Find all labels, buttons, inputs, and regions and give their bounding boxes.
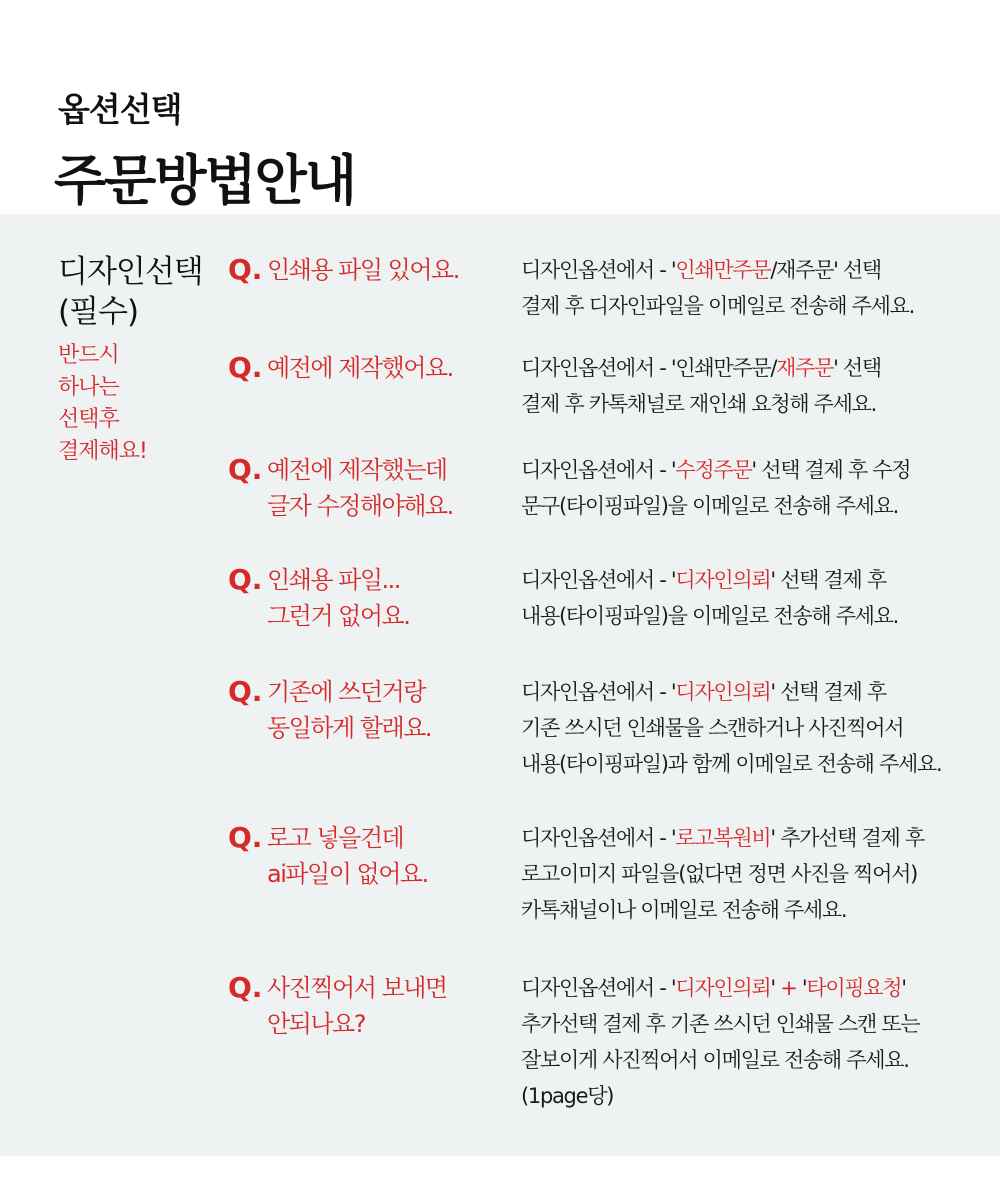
sidebar-title [58, 252, 203, 332]
highlighted-option: 디자인의뢰 [675, 568, 771, 592]
highlighted-option: + [780, 976, 797, 1000]
header [0, 0, 1000, 214]
question-mark: Q. [228, 675, 263, 708]
answer-segment: 디자인옵션에서 - ' [521, 258, 676, 282]
sidebar-title-required: (필수) [58, 294, 139, 330]
question-text: 인쇄용 파일 있어요. [267, 256, 459, 284]
question-mark: Q. [228, 563, 263, 596]
answer-line [521, 452, 991, 488]
page-title: 주문방법안내 [54, 149, 355, 212]
answer-segment: 디자인옵션에서 - ' [521, 458, 676, 482]
answer-line [521, 856, 991, 892]
question-mark: Q. [228, 971, 263, 1004]
question-mark: Q. [228, 453, 263, 486]
answer-segment: 내용(타이핑파일)과 함께 이메일로 전송해 주세요. [521, 752, 942, 776]
answer-segment: 기존 쓰시던 인쇄물을 스캔하거나 사진찍어서 [521, 716, 904, 740]
page-subtitle: 옵션선택 [58, 90, 182, 129]
question-text: 사진찍어서 보내면 안되나요? [267, 974, 447, 1038]
sidebar-note-line: 반드시 [58, 343, 119, 368]
answer-segment: ' 선택 결제 후 [770, 680, 886, 704]
answer-line [521, 562, 991, 598]
answer-text [521, 674, 991, 782]
question-text: 로고 넣을건데 ai파일이 없어요. [267, 824, 428, 888]
sidebar-note-line: 하나는 [58, 375, 119, 400]
question-text: 예전에 제작했어요. [267, 354, 453, 382]
answer-segment: 추가선택 결제 후 기존 쓰시던 인쇄물 스캔 또는 [521, 1012, 920, 1036]
answer-line [521, 252, 991, 288]
answer-line [521, 970, 991, 1006]
answer-segment: (1page당) [521, 1084, 614, 1108]
highlighted-option: 디자인의뢰 [675, 680, 771, 704]
highlighted-option: 디자인의뢰 [675, 976, 771, 1000]
answer-line [521, 488, 991, 524]
answer-segment: /재주문' 선택 [770, 258, 881, 282]
question-mark: Q. [228, 253, 263, 286]
answer-line [521, 1042, 991, 1078]
answer-segment: 내용(타이핑파일)을 이메일로 전송해 주세요. [521, 604, 899, 628]
highlighted-option: 로고복원비 [675, 826, 771, 850]
sidebar-title-main: 디자인선택 [58, 254, 203, 290]
highlighted-option: 수정주문 [675, 458, 752, 482]
answer-segment: 디자인옵션에서 - '인쇄만주문/ [521, 356, 777, 380]
question-mark: Q. [228, 821, 263, 854]
sidebar-note [58, 340, 147, 468]
question-text: 예전에 제작했는데 글자 수정해야해요. [267, 456, 453, 520]
sidebar-note-line: 결제해요! [58, 439, 147, 464]
answer-line [521, 892, 991, 928]
answer-segment: ' 추가선택 결제 후 [770, 826, 924, 850]
answer-line [521, 386, 991, 422]
answer-line [521, 746, 991, 782]
answer-text [521, 820, 991, 928]
highlighted-option: 타이핑요청 [806, 976, 902, 1000]
question-mark: Q. [228, 351, 263, 384]
answer-segment: 디자인옵션에서 - ' [521, 976, 676, 1000]
answer-line [521, 350, 991, 386]
answer-line [521, 598, 991, 634]
highlighted-option: 재주문 [776, 356, 834, 380]
answer-text [521, 562, 991, 634]
answer-segment: 디자인옵션에서 - ' [521, 680, 676, 704]
answer-segment: 문구(타이핑파일)을 이메일로 전송해 주세요. [521, 494, 899, 518]
answer-text [521, 452, 991, 524]
answer-segment: 잘보이게 사진찍어서 이메일로 전송해 주세요. [521, 1048, 909, 1072]
answer-segment: 디자인옵션에서 - ' [521, 568, 676, 592]
question-text: 기존에 쓰던거랑 동일하게 할래요. [267, 678, 432, 742]
answer-segment: 디자인옵션에서 - ' [521, 826, 676, 850]
answer-segment: 로고이미지 파일을(없다면 정면 사진을 찍어서) [521, 862, 918, 886]
answer-segment: 결제 후 카톡채널로 재인쇄 요청해 주세요. [521, 392, 877, 416]
answer-line [521, 1006, 991, 1042]
answer-segment: ' 선택 결제 후 수정 [751, 458, 911, 482]
answer-line [521, 674, 991, 710]
answer-line [521, 288, 991, 324]
answer-line [521, 1078, 991, 1114]
answer-segment: ' [770, 976, 781, 1000]
answer-line [521, 820, 991, 856]
sidebar-note-line: 선택후 [58, 407, 119, 432]
answer-text [521, 350, 991, 422]
highlighted-option: 인쇄만주문 [675, 258, 771, 282]
answer-segment: 결제 후 디자인파일을 이메일로 전송해 주세요. [521, 294, 914, 318]
faq-panel [0, 214, 1000, 1156]
answer-text [521, 252, 991, 324]
answer-segment: ' [796, 976, 807, 1000]
answer-segment: 카톡채널이나 이메일로 전송해 주세요. [521, 898, 847, 922]
answer-line [521, 710, 991, 746]
question-text: 인쇄용 파일... 그런거 없어요. [267, 566, 410, 630]
answer-segment: ' 선택 [833, 356, 881, 380]
answer-text [521, 970, 991, 1114]
answer-segment: ' [901, 976, 906, 1000]
answer-segment: ' 선택 결제 후 [770, 568, 886, 592]
